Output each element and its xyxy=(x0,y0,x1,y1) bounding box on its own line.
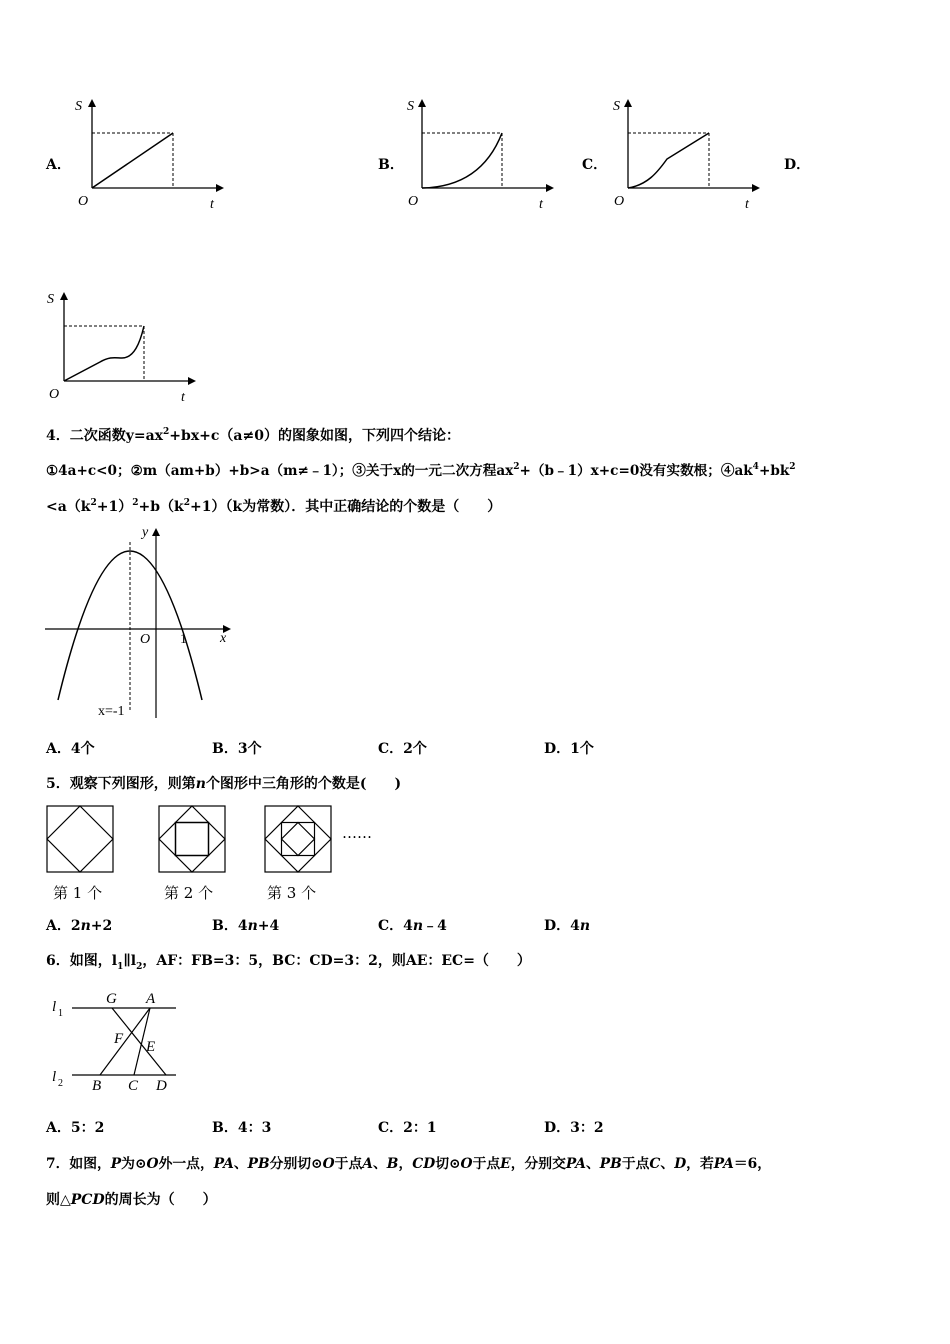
t-axis-label: t xyxy=(210,197,214,212)
q3-option-d-label: D． xyxy=(784,157,811,173)
q5-caption-2: 第 2 个 xyxy=(164,884,214,902)
q3-graph-d xyxy=(38,288,198,408)
svg-text:C: C xyxy=(128,1078,139,1094)
q3-graph-b xyxy=(396,95,556,215)
svg-text:S: S xyxy=(47,292,54,307)
q4-option-c[interactable]: C．2个 xyxy=(378,741,427,757)
q4-conclusions-line1: ①4a+c<0；②m（am+b）+b>a（m≠﹣1）；③关于x的一元二次方程$ax^2+(b﹣1)x+c=0$没有实数根；$④ak^4+bk^2$ xyxy=(46,462,796,479)
svg-text:2: 2 xyxy=(58,1078,63,1089)
q3-option-a-label: A． xyxy=(46,157,71,173)
q5-caption-3: 第 3 个 xyxy=(267,884,317,902)
q4-stem: 4．二次函数$y=ax^2+bx+c(a\ne 0)$的图象如图，下列四个结论： xyxy=(46,427,460,444)
svg-text:F: F xyxy=(114,1031,124,1047)
origin-label: O xyxy=(78,194,89,209)
svg-text:D: D xyxy=(156,1078,167,1094)
svg-text:B: B xyxy=(92,1078,102,1094)
svg-text:l: l xyxy=(52,1069,57,1085)
q5-option-d[interactable]: D．4n xyxy=(544,918,591,934)
q4-parabola-graph xyxy=(40,522,240,722)
q6-parallel-lines-figure xyxy=(44,985,184,1095)
q7-stem-line2: 则△PCD的周长为（ ） xyxy=(46,1192,217,1208)
svg-text:t: t xyxy=(181,390,185,405)
q5-figure-2 xyxy=(158,805,228,875)
q5-option-b[interactable]: B．4n+4 xyxy=(212,918,280,934)
svg-text:E: E xyxy=(146,1039,156,1055)
svg-text:O: O xyxy=(408,194,419,209)
svg-text:y: y xyxy=(142,525,149,540)
svg-text:l: l xyxy=(52,999,57,1015)
q4-option-b[interactable]: B．3个 xyxy=(212,741,262,757)
svg-text:O: O xyxy=(140,632,151,647)
q6-option-a[interactable]: A．5：2 xyxy=(46,1120,105,1136)
q6-option-c[interactable]: C．2：1 xyxy=(378,1120,437,1136)
q4-option-a[interactable]: A．4个 xyxy=(46,741,95,757)
q4-conclusions-line2: $<a(k^2+1)^2+b(k^2+1)(k$为常数）．其中正确结论的个数是（ ） xyxy=(46,498,502,515)
q6-stem: 6．如图，$l_1\parallel l_2$，AF：FB=3：5，BC：CD=3：2，则AE：EC=（ ） xyxy=(46,953,531,972)
q3-graph-a xyxy=(66,95,226,215)
svg-text:1: 1 xyxy=(180,632,187,647)
svg-text:t: t xyxy=(539,197,543,212)
svg-text:S: S xyxy=(613,99,620,114)
svg-text:A: A xyxy=(146,991,156,1007)
svg-text:x: x xyxy=(220,631,227,646)
q5-option-c[interactable]: C．4n﹣4 xyxy=(378,918,447,934)
q3-graph-c xyxy=(602,95,762,215)
q5-ellipsis: …… xyxy=(342,824,372,842)
svg-text:O: O xyxy=(614,194,625,209)
s-axis-label: S xyxy=(75,99,82,114)
svg-text:1: 1 xyxy=(58,1008,63,1019)
q7-stem-line1: 7．如图，P为⊙O外一点，PA、PB分别切⊙O于点A、B，CD切⊙O于点E，分别交PA、PB于点C、D，若PA＝6， xyxy=(46,1156,772,1172)
svg-text:O: O xyxy=(49,387,60,402)
svg-text:t: t xyxy=(745,197,749,212)
q6-option-b[interactable]: B．4：3 xyxy=(212,1120,272,1136)
q5-figure-1 xyxy=(46,805,116,875)
svg-text:x=-1: x=-1 xyxy=(98,704,125,719)
q4-option-d[interactable]: D．1个 xyxy=(544,741,594,757)
q5-stem: 5．观察下列图形，则第n个图形中三角形的个数是( ) xyxy=(46,776,402,792)
q3-option-c-label: C． xyxy=(582,157,608,173)
q3-option-b-label: B． xyxy=(378,157,404,173)
q6-option-d[interactable]: D．3：2 xyxy=(544,1120,604,1136)
svg-text:G: G xyxy=(106,991,117,1007)
q5-figure-3 xyxy=(264,805,334,875)
q5-caption-1: 第 1 个 xyxy=(53,884,103,902)
svg-text:S: S xyxy=(407,99,414,114)
q5-option-a[interactable]: A．2n+2 xyxy=(46,918,113,934)
